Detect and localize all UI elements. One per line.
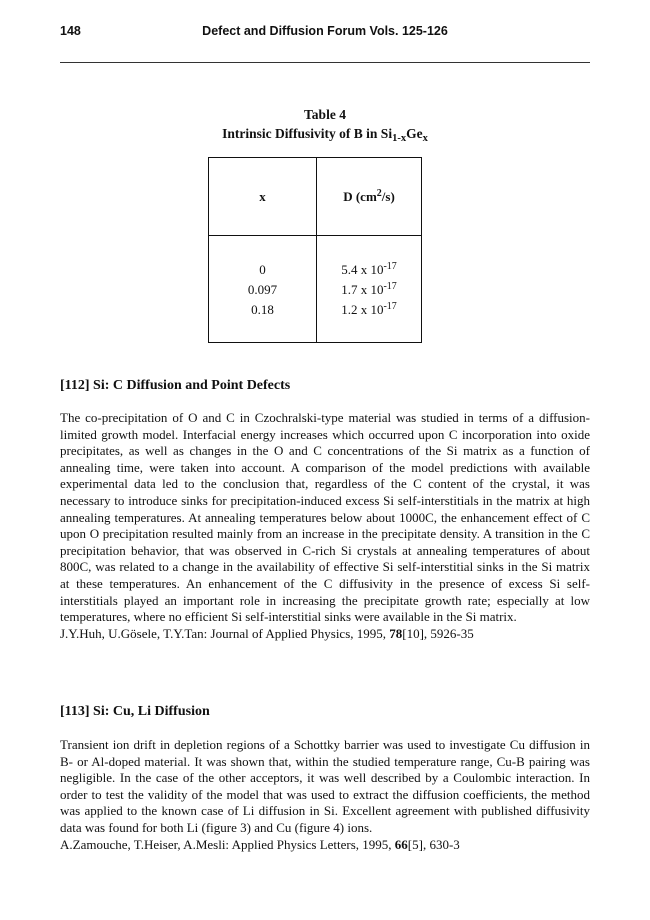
- running-header: [60, 24, 590, 44]
- table-title: Intrinsic Diffusivity of B in $Si_{1-x}Ge_x$: [222, 126, 428, 144]
- table-data-row: [209, 236, 422, 343]
- page-number: 148: [60, 24, 81, 38]
- column-header-x: x: [209, 158, 317, 236]
- diffusivity-table: [208, 157, 422, 343]
- section-112-abstract: The co-precipitation of O and C in Czochralski-type material was studied in terms of a diffusion-limited growth model. Interfacial energy increases which occurred upon C incorporation into oxide precipitates, as well as changes in the O and C concentrations of the Si matrix as a function of annealing time, were taken into account. A comparison of the model predictions with available experimental data led to the conclusion that, regardless of the C content of the crystal, it was necessary to introduce sinks for precipitation-induced excess Si self-interstitials in the matrix at high annealing temperatures. At annealing temperatures below about 1000C, the enhancement effect of C upon O precipitation resulted mainly from an increase in the precipitate density. A transition in the C precipitation behavior, that was observed in C-rich Si crystals at annealing temperatures of about 800C, was related to a change in the availability of effective Si self-interstitial sinks in the Si matrix at these temperatures. An enhancement of the C diffusivity in the presence of excess Si self-interstitials played an important role in increasing the precipitate growth rate; especially at low temperatures, where no efficient Si self-interstitial sinks were available in the Si matrix.: [60, 410, 590, 625]
- d-value: 1.2 x $10^{-17}$: [341, 300, 397, 317]
- journal-title: Defect and Diffusion Forum Vols. 125-126: [202, 24, 448, 38]
- d-value: 5.4 x $10^{-17}$: [341, 260, 397, 277]
- section-113-body: [60, 737, 590, 853]
- section-113-heading: [113] Si: Cu, Li Diffusion: [60, 704, 210, 719]
- x-value: 0.097: [247, 281, 278, 297]
- x-values-cell: [209, 236, 317, 343]
- section-112-heading: [112] Si: C Diffusion and Point Defects: [60, 378, 291, 393]
- d-value: 1.7 x $10^{-17}$: [341, 280, 397, 297]
- section-113-reference: A.Zamouche, T.Heiser, A.Mesli: Applied Physics Letters, 1995, 66[5], 630-3: [60, 836, 460, 852]
- section-112-body: [60, 410, 590, 642]
- table-label: Table 4: [304, 107, 346, 122]
- column-header-d: D $(cm^2/s)$: [317, 158, 422, 236]
- d-values-cell: [317, 236, 422, 343]
- table-header-row: [209, 158, 422, 236]
- section-113-abstract: Transient ion drift in depletion regions of a Schottky barrier was used to investigate Cu diffusion in B- or Al-doped material. It was shown that, within the studied temperature range, Cu-B pairing was negligible. In the case of the other acceptors, it was well described by a Coulombic interaction. In order to test the validity of the model that was used to extract the diffusion coefficients, the method was applied to the known case of Li diffusion in Si. Excellent agreement with published diffusivity data was found for both Li (figure 3) and Cu (figure 4) ions.: [60, 737, 590, 835]
- x-value: 0: [259, 261, 266, 277]
- header-rule: [60, 62, 590, 63]
- section-112-reference: J.Y.Huh, U.Gösele, T.Y.Tan: Journal of Applied Physics, 1995, 78[10], 5926-35: [60, 625, 474, 641]
- x-value: 0.18: [251, 301, 274, 317]
